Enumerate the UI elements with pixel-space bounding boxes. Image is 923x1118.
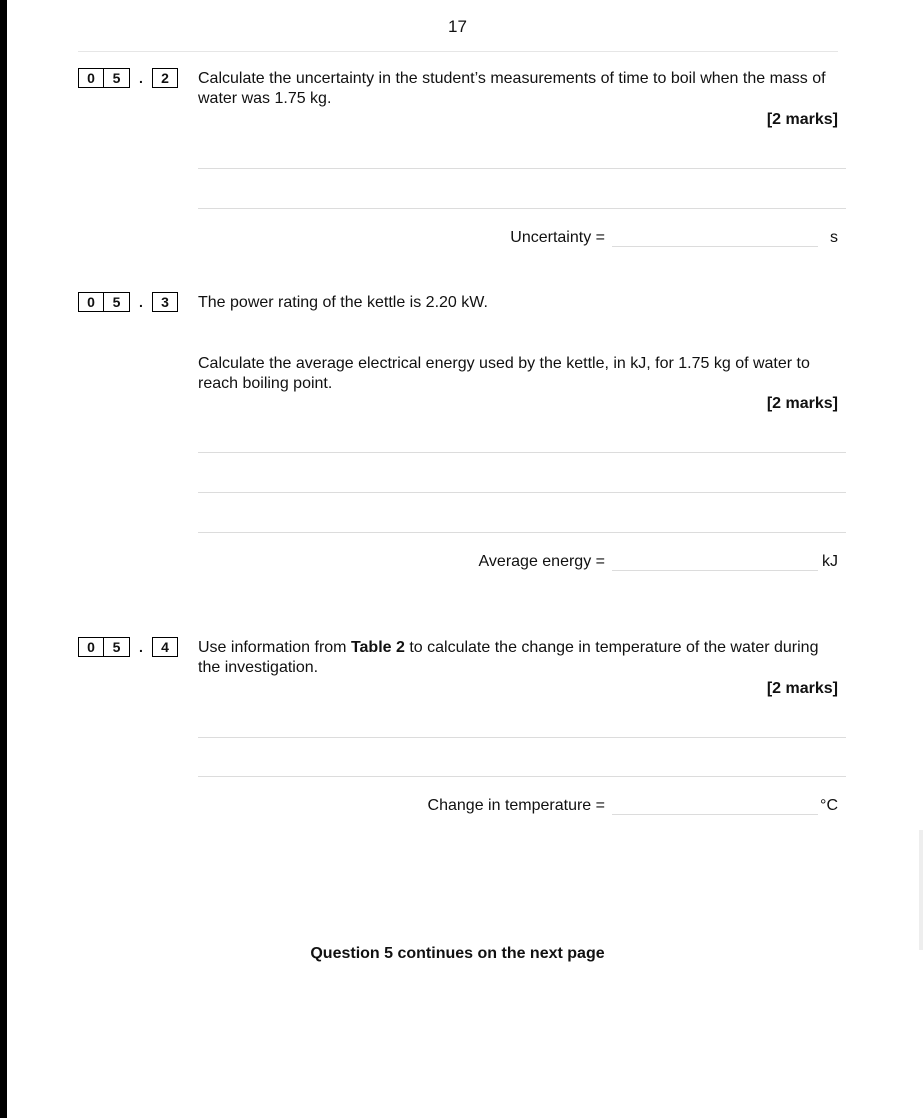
question-digit: 4 bbox=[152, 637, 178, 657]
answer-row-average-energy bbox=[198, 553, 838, 575]
question-text-part: to calculate the change in temperature of the water during the investigation. bbox=[198, 639, 819, 676]
answer-label: Uncertainty = bbox=[510, 229, 605, 246]
question-digit: 5 bbox=[104, 637, 130, 657]
question-text-part: Use information from bbox=[198, 639, 351, 656]
header-divider bbox=[78, 51, 838, 52]
question-number-05-2 bbox=[78, 68, 178, 88]
answer-row-temperature-change bbox=[198, 797, 838, 819]
question-intro-05-3: The power rating of the kettle is 2.20 kW. bbox=[198, 294, 488, 311]
answer-unit: °C bbox=[820, 797, 838, 814]
page-edge-shadow bbox=[919, 830, 923, 950]
working-line[interactable] bbox=[198, 532, 846, 533]
continuation-note: Question 5 continues on the next page bbox=[310, 945, 605, 962]
question-digit: 5 bbox=[104, 68, 130, 88]
question-text-05-4 bbox=[198, 638, 838, 678]
question-number-05-3 bbox=[78, 292, 178, 312]
page-number: 17 bbox=[448, 17, 467, 36]
answer-row-uncertainty bbox=[198, 229, 838, 251]
table-reference: Table 2 bbox=[350, 639, 405, 656]
answer-unit: s bbox=[830, 229, 838, 246]
answer-label: Change in temperature = bbox=[427, 797, 605, 814]
answer-field[interactable] bbox=[612, 814, 818, 815]
working-line[interactable] bbox=[198, 208, 846, 209]
working-line[interactable] bbox=[198, 452, 846, 453]
marks-label: [2 marks] bbox=[766, 395, 838, 412]
answer-field[interactable] bbox=[612, 246, 818, 247]
question-separator: . bbox=[139, 639, 143, 655]
question-digit: 0 bbox=[78, 637, 104, 657]
question-separator: . bbox=[139, 70, 143, 86]
question-digit: 2 bbox=[152, 68, 178, 88]
answer-field[interactable] bbox=[612, 570, 818, 571]
question-text-05-2: Calculate the uncertainty in the student’s measurements of time to boil when the mass of water was 1.75 kg. bbox=[198, 70, 826, 107]
answer-unit: kJ bbox=[822, 553, 838, 570]
answer-label: Average energy = bbox=[478, 553, 605, 570]
working-line[interactable] bbox=[198, 168, 846, 169]
working-line[interactable] bbox=[198, 737, 846, 738]
working-line[interactable] bbox=[198, 492, 846, 493]
marks-label: [2 marks] bbox=[766, 680, 838, 697]
question-number-05-4 bbox=[78, 637, 178, 657]
marks-label: [2 marks] bbox=[766, 111, 838, 128]
question-digit: 0 bbox=[78, 292, 104, 312]
working-line[interactable] bbox=[198, 776, 846, 777]
question-separator: . bbox=[139, 294, 143, 310]
question-text-05-3: Calculate the average electrical energy used by the kettle, in kJ, for 1.75 kg of water to reach boiling point. bbox=[198, 355, 810, 392]
question-digit: 3 bbox=[152, 292, 178, 312]
question-digit: 5 bbox=[104, 292, 130, 312]
question-digit: 0 bbox=[78, 68, 104, 88]
